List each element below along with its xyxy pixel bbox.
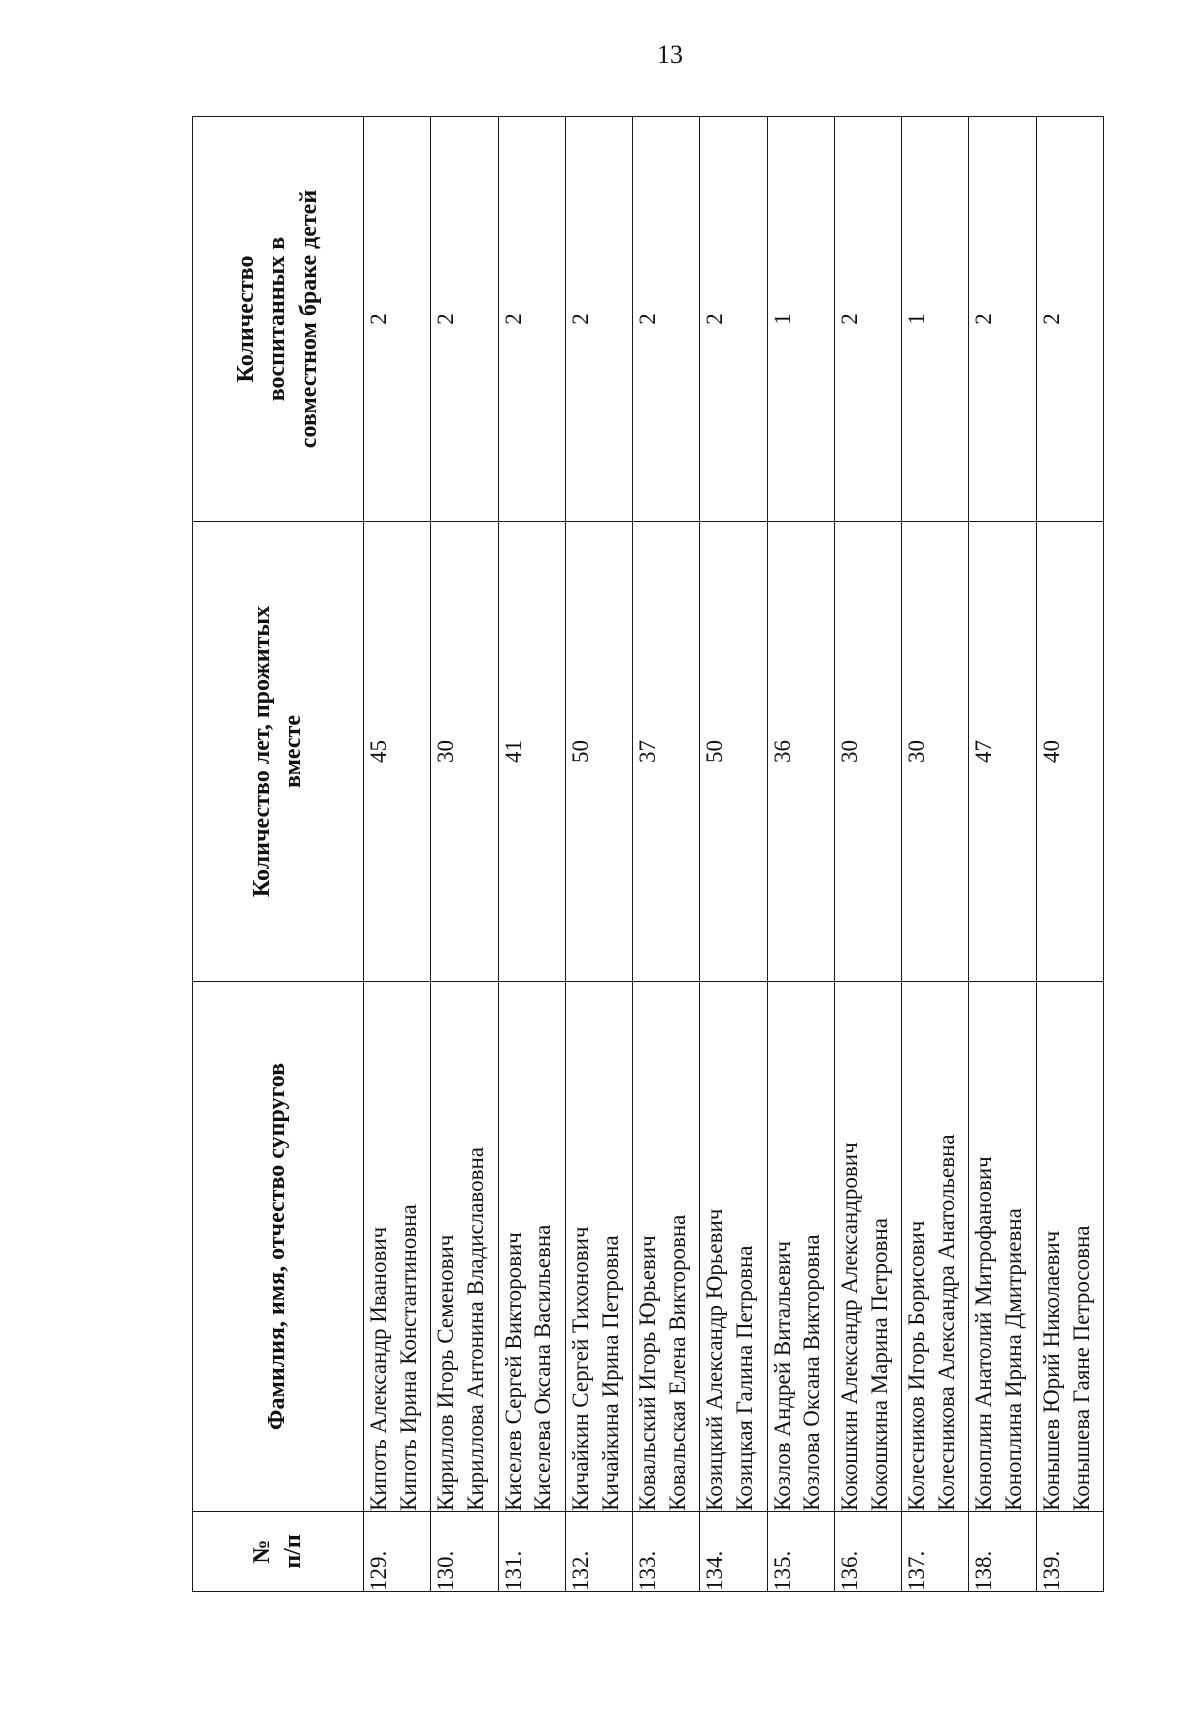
header-years bbox=[193, 522, 364, 982]
row-number: 130. bbox=[431, 1512, 498, 1592]
husband-name: Кичайкин Сергей Тихонович bbox=[567, 1226, 593, 1511]
spouse-names bbox=[498, 982, 565, 1512]
row-number: 136. bbox=[834, 1512, 901, 1592]
wife-name: Кириллова Антонина Владиславовна bbox=[463, 1147, 489, 1511]
row-number: 138. bbox=[969, 1512, 1036, 1592]
husband-name: Киселев Сергей Викторович bbox=[500, 1232, 526, 1511]
table-row bbox=[700, 117, 767, 1592]
years-together: 50 bbox=[565, 522, 632, 982]
husband-name: Коноплин Анатолий Митрофанович bbox=[971, 1156, 997, 1511]
children-count: 2 bbox=[431, 117, 498, 522]
wife-name: Колесникова Александра Анатольевна bbox=[934, 1134, 960, 1511]
table-row bbox=[767, 117, 834, 1592]
years-together: 40 bbox=[1036, 522, 1103, 982]
children-count: 2 bbox=[969, 117, 1036, 522]
wife-name: Кипоть Ирина Константиновна bbox=[395, 1204, 421, 1511]
husband-name: Козлов Андрей Витальевич bbox=[769, 1240, 795, 1511]
spouse-names bbox=[767, 982, 834, 1512]
children-count: 1 bbox=[902, 117, 969, 522]
header-children bbox=[193, 117, 364, 522]
husband-name: Козицкий Александр Юрьевич bbox=[702, 1208, 728, 1511]
years-together: 30 bbox=[902, 522, 969, 982]
row-number: 131. bbox=[498, 1512, 565, 1592]
header-number-line: № bbox=[248, 1539, 275, 1564]
children-count: 2 bbox=[834, 117, 901, 522]
row-number: 139. bbox=[1036, 1512, 1103, 1592]
table-row bbox=[565, 117, 632, 1592]
wife-name: Киселева Оксана Васильевна bbox=[530, 1224, 556, 1511]
years-together: 41 bbox=[498, 522, 565, 982]
years-together: 30 bbox=[834, 522, 901, 982]
wife-name: Кичайкина Ирина Петровна bbox=[597, 1235, 623, 1511]
row-number: 137. bbox=[902, 1512, 969, 1592]
rotated-table-wrapper bbox=[192, 117, 1104, 1592]
table-row bbox=[1036, 117, 1103, 1592]
row-number: 134. bbox=[700, 1512, 767, 1592]
header-children-line: Количество bbox=[233, 255, 260, 383]
row-number: 129. bbox=[364, 1512, 431, 1592]
row-number: 133. bbox=[633, 1512, 700, 1592]
header-number-line: п/п bbox=[280, 1534, 306, 1569]
table-row bbox=[969, 117, 1036, 1592]
children-count: 1 bbox=[767, 117, 834, 522]
wife-name: Коноплина Ирина Дмитриевна bbox=[1001, 1208, 1027, 1511]
years-together: 45 bbox=[364, 522, 431, 982]
wife-name: Кокошкина Марина Петровна bbox=[866, 1218, 892, 1511]
years-together: 36 bbox=[767, 522, 834, 982]
header-years-line: вместе bbox=[280, 715, 306, 788]
table-row bbox=[498, 117, 565, 1592]
children-count: 2 bbox=[700, 117, 767, 522]
husband-name: Кокошкин Александр Александрович bbox=[836, 1142, 862, 1511]
children-count: 2 bbox=[498, 117, 565, 522]
wife-name: Козлова Оксана Викторовна bbox=[799, 1234, 825, 1511]
years-together: 50 bbox=[700, 522, 767, 982]
wife-name: Ковальская Елена Викторовна bbox=[664, 1214, 690, 1511]
header-names bbox=[193, 982, 364, 1512]
table-row bbox=[431, 117, 498, 1592]
spouse-names bbox=[364, 982, 431, 1512]
husband-name: Ковальский Игорь Юрьевич bbox=[635, 1235, 661, 1511]
spouse-names bbox=[633, 982, 700, 1512]
spouse-names bbox=[700, 982, 767, 1512]
table-row bbox=[364, 117, 431, 1592]
children-count: 2 bbox=[364, 117, 431, 522]
table-row bbox=[834, 117, 901, 1592]
husband-name: Колесников Игорь Борисович bbox=[904, 1220, 930, 1511]
header-children-line: совместном браке детей bbox=[295, 189, 322, 449]
table-row bbox=[902, 117, 969, 1592]
years-together: 37 bbox=[633, 522, 700, 982]
header-number bbox=[193, 1512, 364, 1592]
table-row bbox=[633, 117, 700, 1592]
spouses-table bbox=[192, 116, 1104, 1592]
husband-name: Конышев Юрий Николаевич bbox=[1038, 1230, 1064, 1511]
page-number: 13 bbox=[657, 40, 683, 69]
years-together: 30 bbox=[431, 522, 498, 982]
spouse-names bbox=[431, 982, 498, 1512]
row-number: 135. bbox=[767, 1512, 834, 1592]
header-children-line: воспитанных в bbox=[264, 236, 291, 402]
spouse-names bbox=[834, 982, 901, 1512]
spouse-names bbox=[902, 982, 969, 1512]
wife-name: Конышева Гаяне Петросовна bbox=[1068, 1225, 1094, 1511]
husband-name: Кириллов Игорь Семенович bbox=[433, 1234, 459, 1511]
spouse-names bbox=[565, 982, 632, 1512]
header-names-line: Фамилия, имя, отчество супругов bbox=[264, 1062, 291, 1431]
table-header-row bbox=[193, 117, 364, 1592]
children-count: 2 bbox=[565, 117, 632, 522]
header-years-line: Количество лет, прожитых bbox=[248, 605, 275, 898]
children-count: 2 bbox=[633, 117, 700, 522]
years-together: 47 bbox=[969, 522, 1036, 982]
row-number: 132. bbox=[565, 1512, 632, 1592]
wife-name: Козицкая Галина Петровна bbox=[732, 1245, 758, 1511]
children-count: 2 bbox=[1036, 117, 1103, 522]
husband-name: Кипоть Александр Иванович bbox=[366, 1226, 391, 1511]
spouse-names bbox=[969, 982, 1036, 1512]
spouse-names bbox=[1036, 982, 1103, 1512]
